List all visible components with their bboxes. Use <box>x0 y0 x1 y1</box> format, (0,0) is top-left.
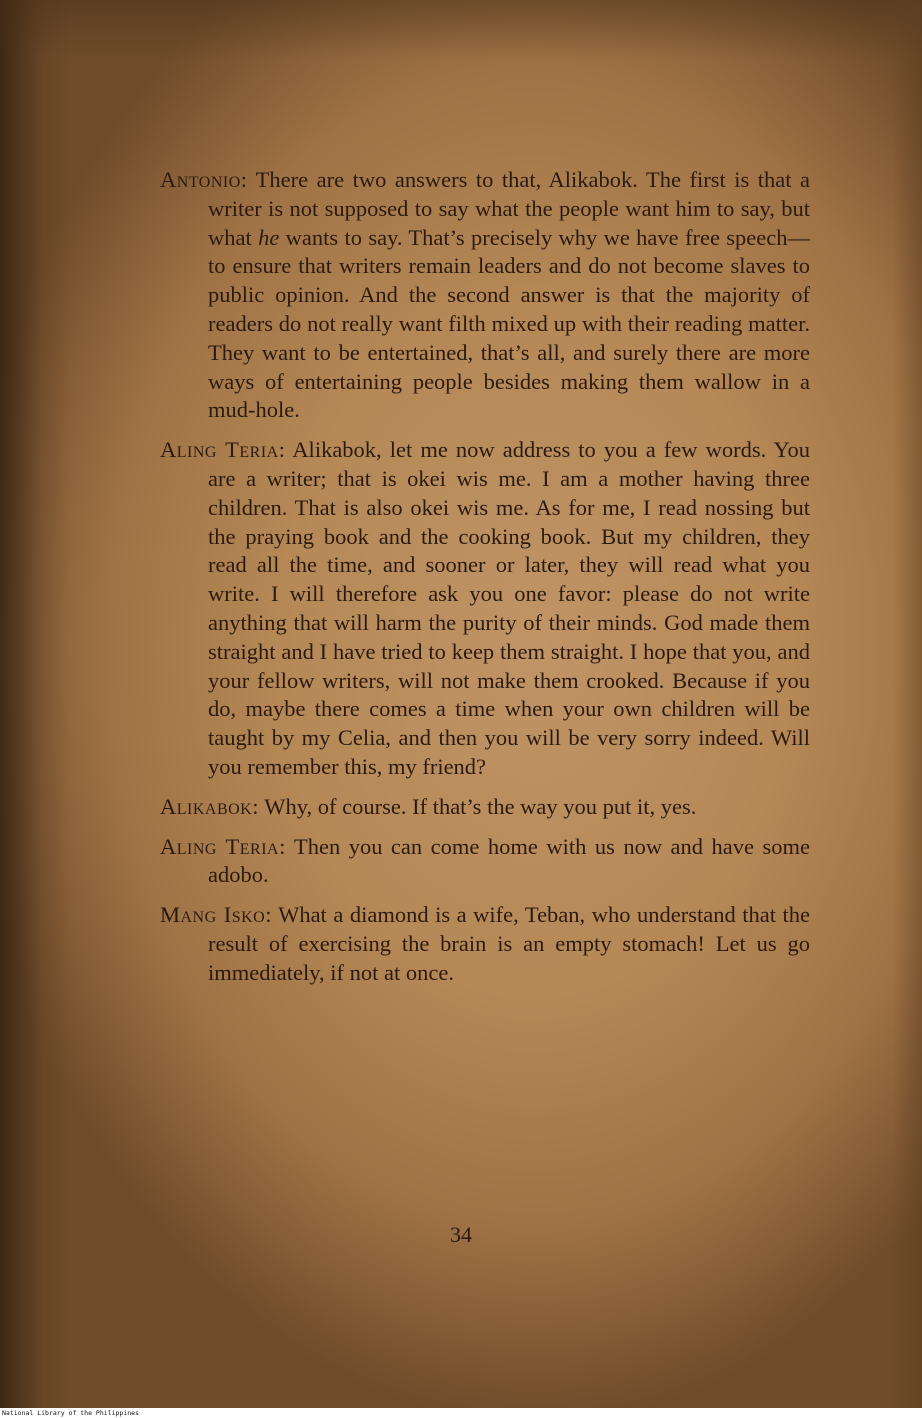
dialogue-text <box>160 166 810 999</box>
dialogue-entry-alikabok <box>160 793 810 822</box>
speaker-name: Mang Isko: <box>160 902 272 928</box>
dialogue-entry-mang-isko <box>160 901 810 987</box>
library-credit: National Library of the Philippines <box>2 1409 139 1417</box>
dialogue-line: There are two answers to that, Alikabok. The first is that a writer is not supposed to say what the people want him to say, but what <box>208 167 810 250</box>
speaker-name: Aling Teria: <box>160 437 286 463</box>
speaker-name: Aling Teria: <box>160 833 286 859</box>
page-shadow-left <box>0 0 70 1408</box>
dialogue-line: Then you can come home with us now and have some adobo. <box>208 833 810 888</box>
page-shadow-top <box>0 0 922 60</box>
page-shadow-right <box>892 0 922 1408</box>
page-number: 34 <box>450 1222 472 1247</box>
dialogue-line: Alikabok, let me now address to you a few words. You are a writer; that is okei wis me. I am a mother having three children. That is also okei wis me. As for me, I read nossing but the praying book and the cooking book. But my children, they read all the time, and sooner or later, they will read what you write. I will therefore ask you one favor: please do not write anything that will harm the purity of their minds. God made them straight and I have tried to keep them straight. I hope that you, and your fellow writers, will not make them crooked. Because if you do, maybe there comes a time when your own children will be taught by my Celia, and then you will be very sorry indeed. Will you remember this, my friend? <box>208 437 810 779</box>
dialogue-entry-aling-teria <box>160 436 810 782</box>
emphasized-word: he <box>258 224 280 250</box>
dialogue-line: Why, of course. If that’s the way you put it, yes. <box>264 793 697 819</box>
speaker-name: Antonio: <box>160 167 248 192</box>
dialogue-entry-aling-teria <box>160 833 810 891</box>
dialogue-line: What a diamond is a wife, Teban, who understand that the result of exercising the brain is an empty stomach! Let us go immediately, if not at once. <box>208 902 810 985</box>
speaker-name: Alikabok: <box>160 793 259 819</box>
dialogue-line: wants to say. That’s precisely why we have free speech—to ensure that writers remain leaders and do not become slaves to public opinion. And the second answer is that the majority of readers do not really want filth mixed up with their reading matter. They want to be entertained, that’s all, and surely there are more ways of entertaining people besides making them wallow in a mud-hole. <box>208 224 810 423</box>
dialogue-entry-antonio <box>160 166 810 425</box>
